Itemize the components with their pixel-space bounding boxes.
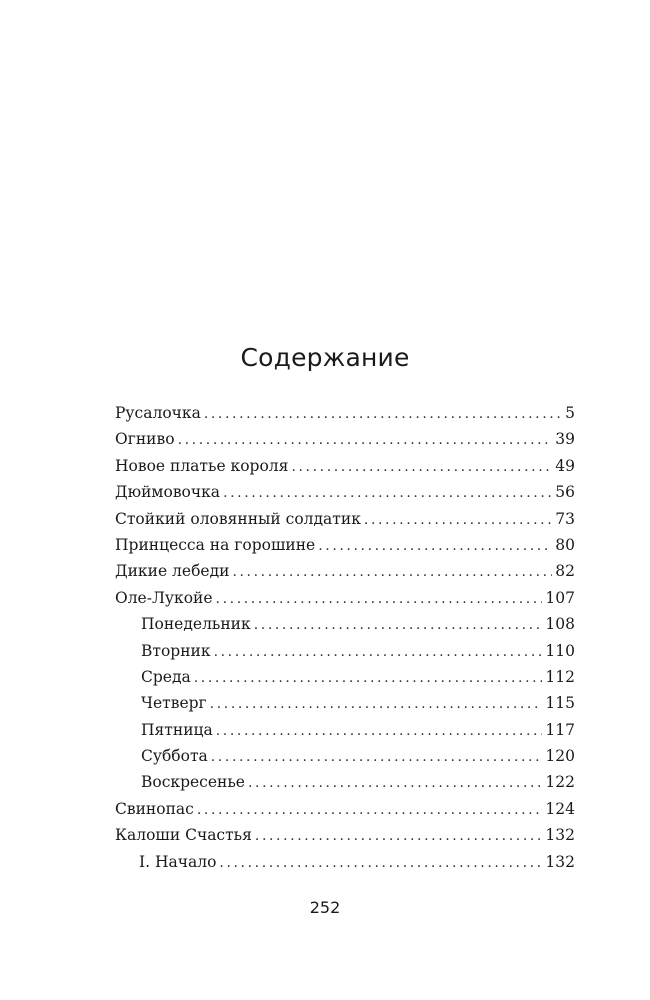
toc-entry-title: Дикие лебеди [115, 562, 230, 581]
toc-entry-title: Понедельник [141, 615, 251, 634]
toc-entry-page: 122 [545, 773, 575, 792]
page-number: 252 [309, 898, 341, 917]
toc-entry-page: 82 [555, 562, 575, 581]
toc-entry-page: 80 [555, 535, 575, 554]
toc-entry-page: 112 [545, 667, 575, 686]
dot-leader [223, 480, 552, 506]
dot-leader [255, 823, 543, 849]
toc-entry-title: Среда [141, 667, 191, 686]
toc-entry-title: Воскресенье [141, 773, 245, 792]
toc-entry-page: 115 [545, 694, 575, 713]
dot-leader [254, 612, 543, 638]
toc-entry-page: 39 [555, 430, 575, 449]
toc-subentry [115, 638, 575, 664]
toc-entry-title: Русалочка [115, 404, 201, 422]
toc-entry-title: Принцесса на горошине [115, 535, 316, 554]
toc-entry-title: Пятница [141, 720, 213, 739]
dot-leader [211, 744, 543, 770]
toc-entry-page: 49 [555, 456, 575, 475]
toc-entry-page: 132 [545, 826, 575, 845]
toc-entry [115, 400, 575, 426]
dot-leader [214, 639, 543, 665]
toc-entry-title: Оле-Лукойе [115, 588, 213, 607]
toc-entry-page: 73 [555, 509, 575, 528]
toc-subentry [115, 611, 575, 637]
toc-entry-page: 56 [555, 483, 575, 502]
toc-entry-page: 5 [565, 404, 575, 422]
dot-leader [204, 401, 562, 427]
toc-entry-title: I. Начало [139, 852, 217, 871]
dot-leader [194, 665, 543, 691]
toc-entry-page: 110 [545, 641, 575, 660]
toc-entry [115, 822, 575, 848]
toc-subentry [115, 690, 575, 716]
dot-leader [197, 797, 543, 823]
toc-entry [115, 585, 575, 611]
toc-subentry [115, 849, 575, 875]
toc-entry-title: Огниво [115, 430, 175, 449]
toc-entry-page: 108 [545, 615, 575, 634]
toc-entry [115, 506, 575, 532]
toc-entry [115, 453, 575, 479]
toc-entry [115, 558, 575, 584]
toc-subentry [115, 743, 575, 769]
dot-leader [318, 533, 552, 559]
toc-entry-title: Свинопас [115, 799, 194, 818]
dot-leader [216, 718, 543, 744]
dot-leader [216, 586, 543, 612]
toc-entry-title: Вторник [141, 641, 211, 660]
toc-subentry [115, 664, 575, 690]
toc-entry-page: 124 [545, 799, 575, 818]
toc-entry [115, 532, 575, 558]
toc-entry [115, 426, 575, 452]
dot-leader [291, 454, 552, 480]
toc-subentry [115, 717, 575, 743]
dot-leader [178, 427, 553, 453]
toc-entry-title: Стойкий оловянный солдатик [115, 509, 361, 528]
dot-leader [248, 770, 542, 796]
dot-leader [232, 559, 552, 585]
toc-entry [115, 479, 575, 505]
toc-entry-title: Калоши Счастья [115, 826, 252, 845]
toc-entry-title: Четверг [141, 694, 207, 713]
dot-leader [364, 507, 552, 533]
toc-heading: Содержание [240, 343, 410, 372]
toc-entry-title: Дюймовочка [115, 483, 221, 502]
toc-entry-page: 132 [545, 852, 575, 871]
toc-list [115, 400, 575, 875]
toc-entry-title: Новое платье короля [115, 456, 289, 475]
toc-entry-page: 107 [545, 588, 575, 607]
toc-subentry [115, 769, 575, 795]
dot-leader [210, 691, 543, 717]
toc-entry-page: 120 [545, 747, 575, 766]
toc-entry-page: 117 [545, 720, 575, 739]
toc-entry [115, 796, 575, 822]
toc-entry-title: Суббота [141, 747, 208, 766]
dot-leader [219, 850, 542, 876]
